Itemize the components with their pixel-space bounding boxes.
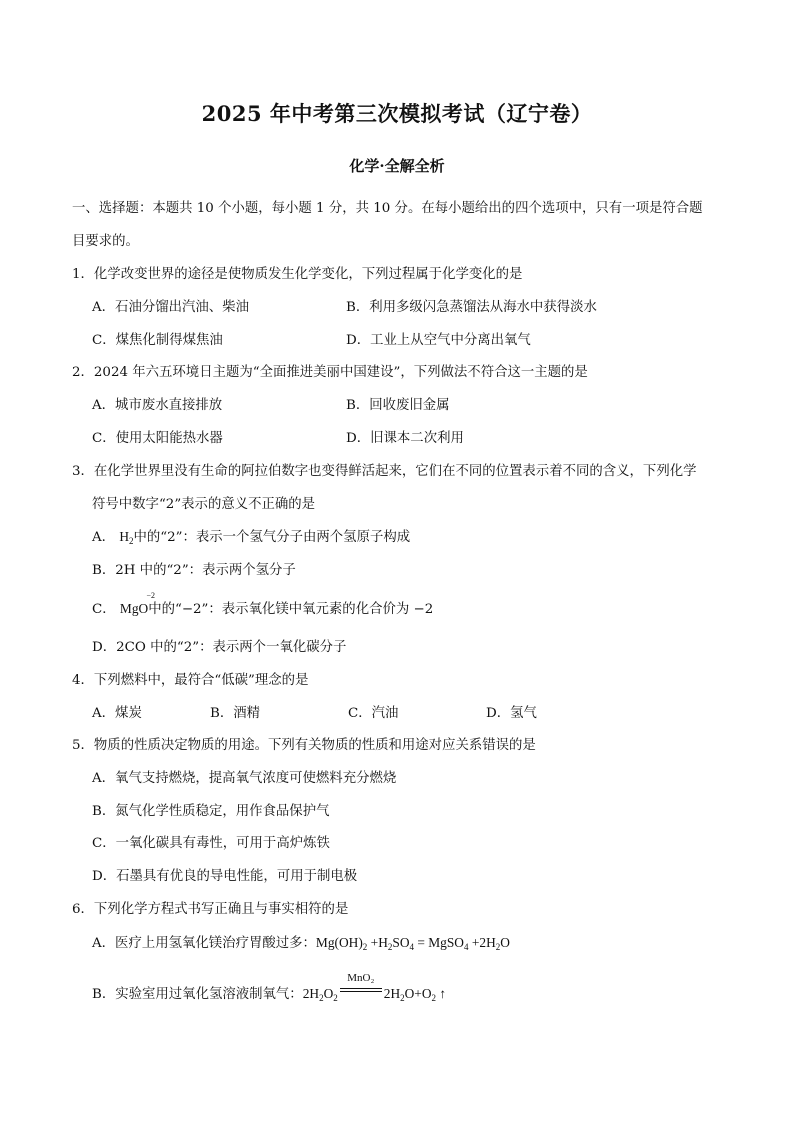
- equals-bar-top: [340, 988, 382, 989]
- gas-arrow: ↑: [436, 986, 447, 1001]
- eq-sub: 2: [495, 942, 501, 952]
- eq-part: 2H: [302, 986, 320, 1001]
- eq-part: SO: [392, 935, 410, 950]
- eq-sub: 4: [463, 942, 469, 952]
- formula-valence: −2: [146, 591, 156, 600]
- q4-option-d: D．氢气: [486, 706, 537, 721]
- q4-option-a: A．煤炭: [92, 706, 142, 721]
- catalyst-label: MnO₂: [347, 972, 375, 984]
- eq-sub: 2: [362, 942, 368, 952]
- q1-stem: 1．化学改变世界的途径是使物质发生化学变化，下列过程属于化学变化的是: [72, 267, 523, 282]
- formula-o: O: [138, 601, 149, 616]
- eq-sub: 2: [319, 993, 324, 1003]
- q6-option-a-text: A．医疗上用氢氧化镁治疗胃酸过多：: [92, 936, 316, 951]
- q3-option-c-prefix: C．: [92, 602, 116, 617]
- page-subtitle: 化学·全解全析: [349, 157, 445, 175]
- q3-option-d: D．2CO 中的“2”：表示两个一氧化碳分子: [92, 640, 347, 655]
- q3-option-c: [92, 591, 434, 617]
- q5-stem: 5．物质的性质决定物质的用途。下列有关物质的性质和用途对应关系错误的是: [72, 738, 536, 753]
- q2-stem: 2．2024 年六五环境日主题为“全面推进美丽中国建设”，下列做法不符合这一主题的是: [72, 365, 588, 380]
- q5-option-d: D．石墨具有优良的导电性能，可用于制电极: [92, 869, 358, 884]
- eq-sub: 4: [409, 942, 414, 952]
- formula-mg: Mg: [119, 601, 139, 616]
- eq-part: 2H: [383, 986, 401, 1001]
- q3-option-a-text: 中的“2”：表示一个氢气分子由两个氢原子构成: [133, 530, 411, 545]
- formula-subscript: 2: [129, 536, 134, 546]
- section-instructions-line2: 目要求的。: [72, 234, 139, 249]
- q6-option-b-equation: [302, 972, 447, 1003]
- q4-option-c: C．汽油: [348, 706, 399, 721]
- q3-option-a: [92, 526, 410, 545]
- q1-option-b: B．利用多级闪急蒸馏法从海水中获得淡水: [346, 300, 597, 315]
- q2-option-a: A．城市废水直接排放: [92, 398, 223, 413]
- q2-option-b: B．回收废旧金属: [346, 398, 450, 413]
- q3-option-a-formula: [119, 529, 133, 544]
- q3-option-a-prefix: A．: [92, 530, 116, 545]
- q6-stem: 6．下列化学方程式书写正确且与事实相符的是: [72, 902, 349, 917]
- q1-option-c: C．煤焦化制得煤焦油: [92, 333, 223, 348]
- q6-option-a: [92, 932, 510, 951]
- q4-option-b: B．酒精: [210, 706, 261, 721]
- q1-option-a: A．石油分馏出汽油、柴油: [92, 300, 249, 315]
- eq-part: Mg(OH): [315, 935, 363, 950]
- q6-option-a-equation: [316, 935, 510, 950]
- q2-option-d: D．旧课本二次利用: [346, 431, 464, 446]
- eq-sub: 2: [333, 993, 338, 1003]
- q3-option-b: B．2H 中的“2”：表示两个氢分子: [92, 563, 296, 578]
- eq-part: +2H: [468, 935, 496, 950]
- q3-stem-line1: 3．在化学世界里没有生命的阿拉伯数字也变得鲜活起来，它们在不同的位置表示着不同的含义，下列化学: [72, 464, 697, 479]
- eq-part: O: [323, 986, 334, 1001]
- reaction-condition: [338, 972, 384, 1002]
- q3-stem-line2: 符号中数字“2”表示的意义不正确的是: [92, 497, 316, 512]
- formula-element: H: [119, 529, 129, 544]
- equals-bar-bottom: [340, 991, 382, 992]
- q4-stem: 4．下列燃料中，最符合“低碳”理念的是: [72, 673, 309, 688]
- eq-sub: 2: [431, 993, 437, 1003]
- q3-option-c-formula: [119, 591, 156, 616]
- eq-part: O+O: [404, 986, 432, 1001]
- q5-option-b: B．氮气化学性质稳定，用作食品保护气: [92, 804, 330, 819]
- eq-sub: 2: [400, 993, 405, 1003]
- section-instructions-line1: 一、选择题：本题共 10 个小题，每小题 1 分，共 10 分。在每小题给出的四个选项中，只有一项是符合题: [72, 201, 703, 216]
- eq-part: = MgSO: [414, 935, 464, 950]
- q5-option-a: A．氧气支持燃烧，提高氧气浓度可使燃料充分燃烧: [92, 771, 397, 786]
- q5-option-c: C．一氧化碳具有毒性，可用于高炉炼铁: [92, 836, 330, 851]
- eq-part: O: [500, 935, 510, 950]
- eq-part: +H: [367, 935, 388, 950]
- q3-option-c-text: 中的“−2”：表示氧化镁中氧元素的化合价为 −2: [148, 602, 434, 617]
- q1-option-d: D．工业上从空气中分离出氧气: [346, 333, 531, 348]
- q6-option-b-text: B．实验室用过氧化氢溶液制氧气：: [92, 987, 303, 1002]
- q2-option-c: C．使用太阳能热水器: [92, 431, 223, 446]
- page-title: 2025 年中考第三次模拟考试（辽宁卷）: [201, 101, 593, 126]
- q6-option-b: [92, 972, 447, 1003]
- eq-sub: 2: [387, 942, 393, 952]
